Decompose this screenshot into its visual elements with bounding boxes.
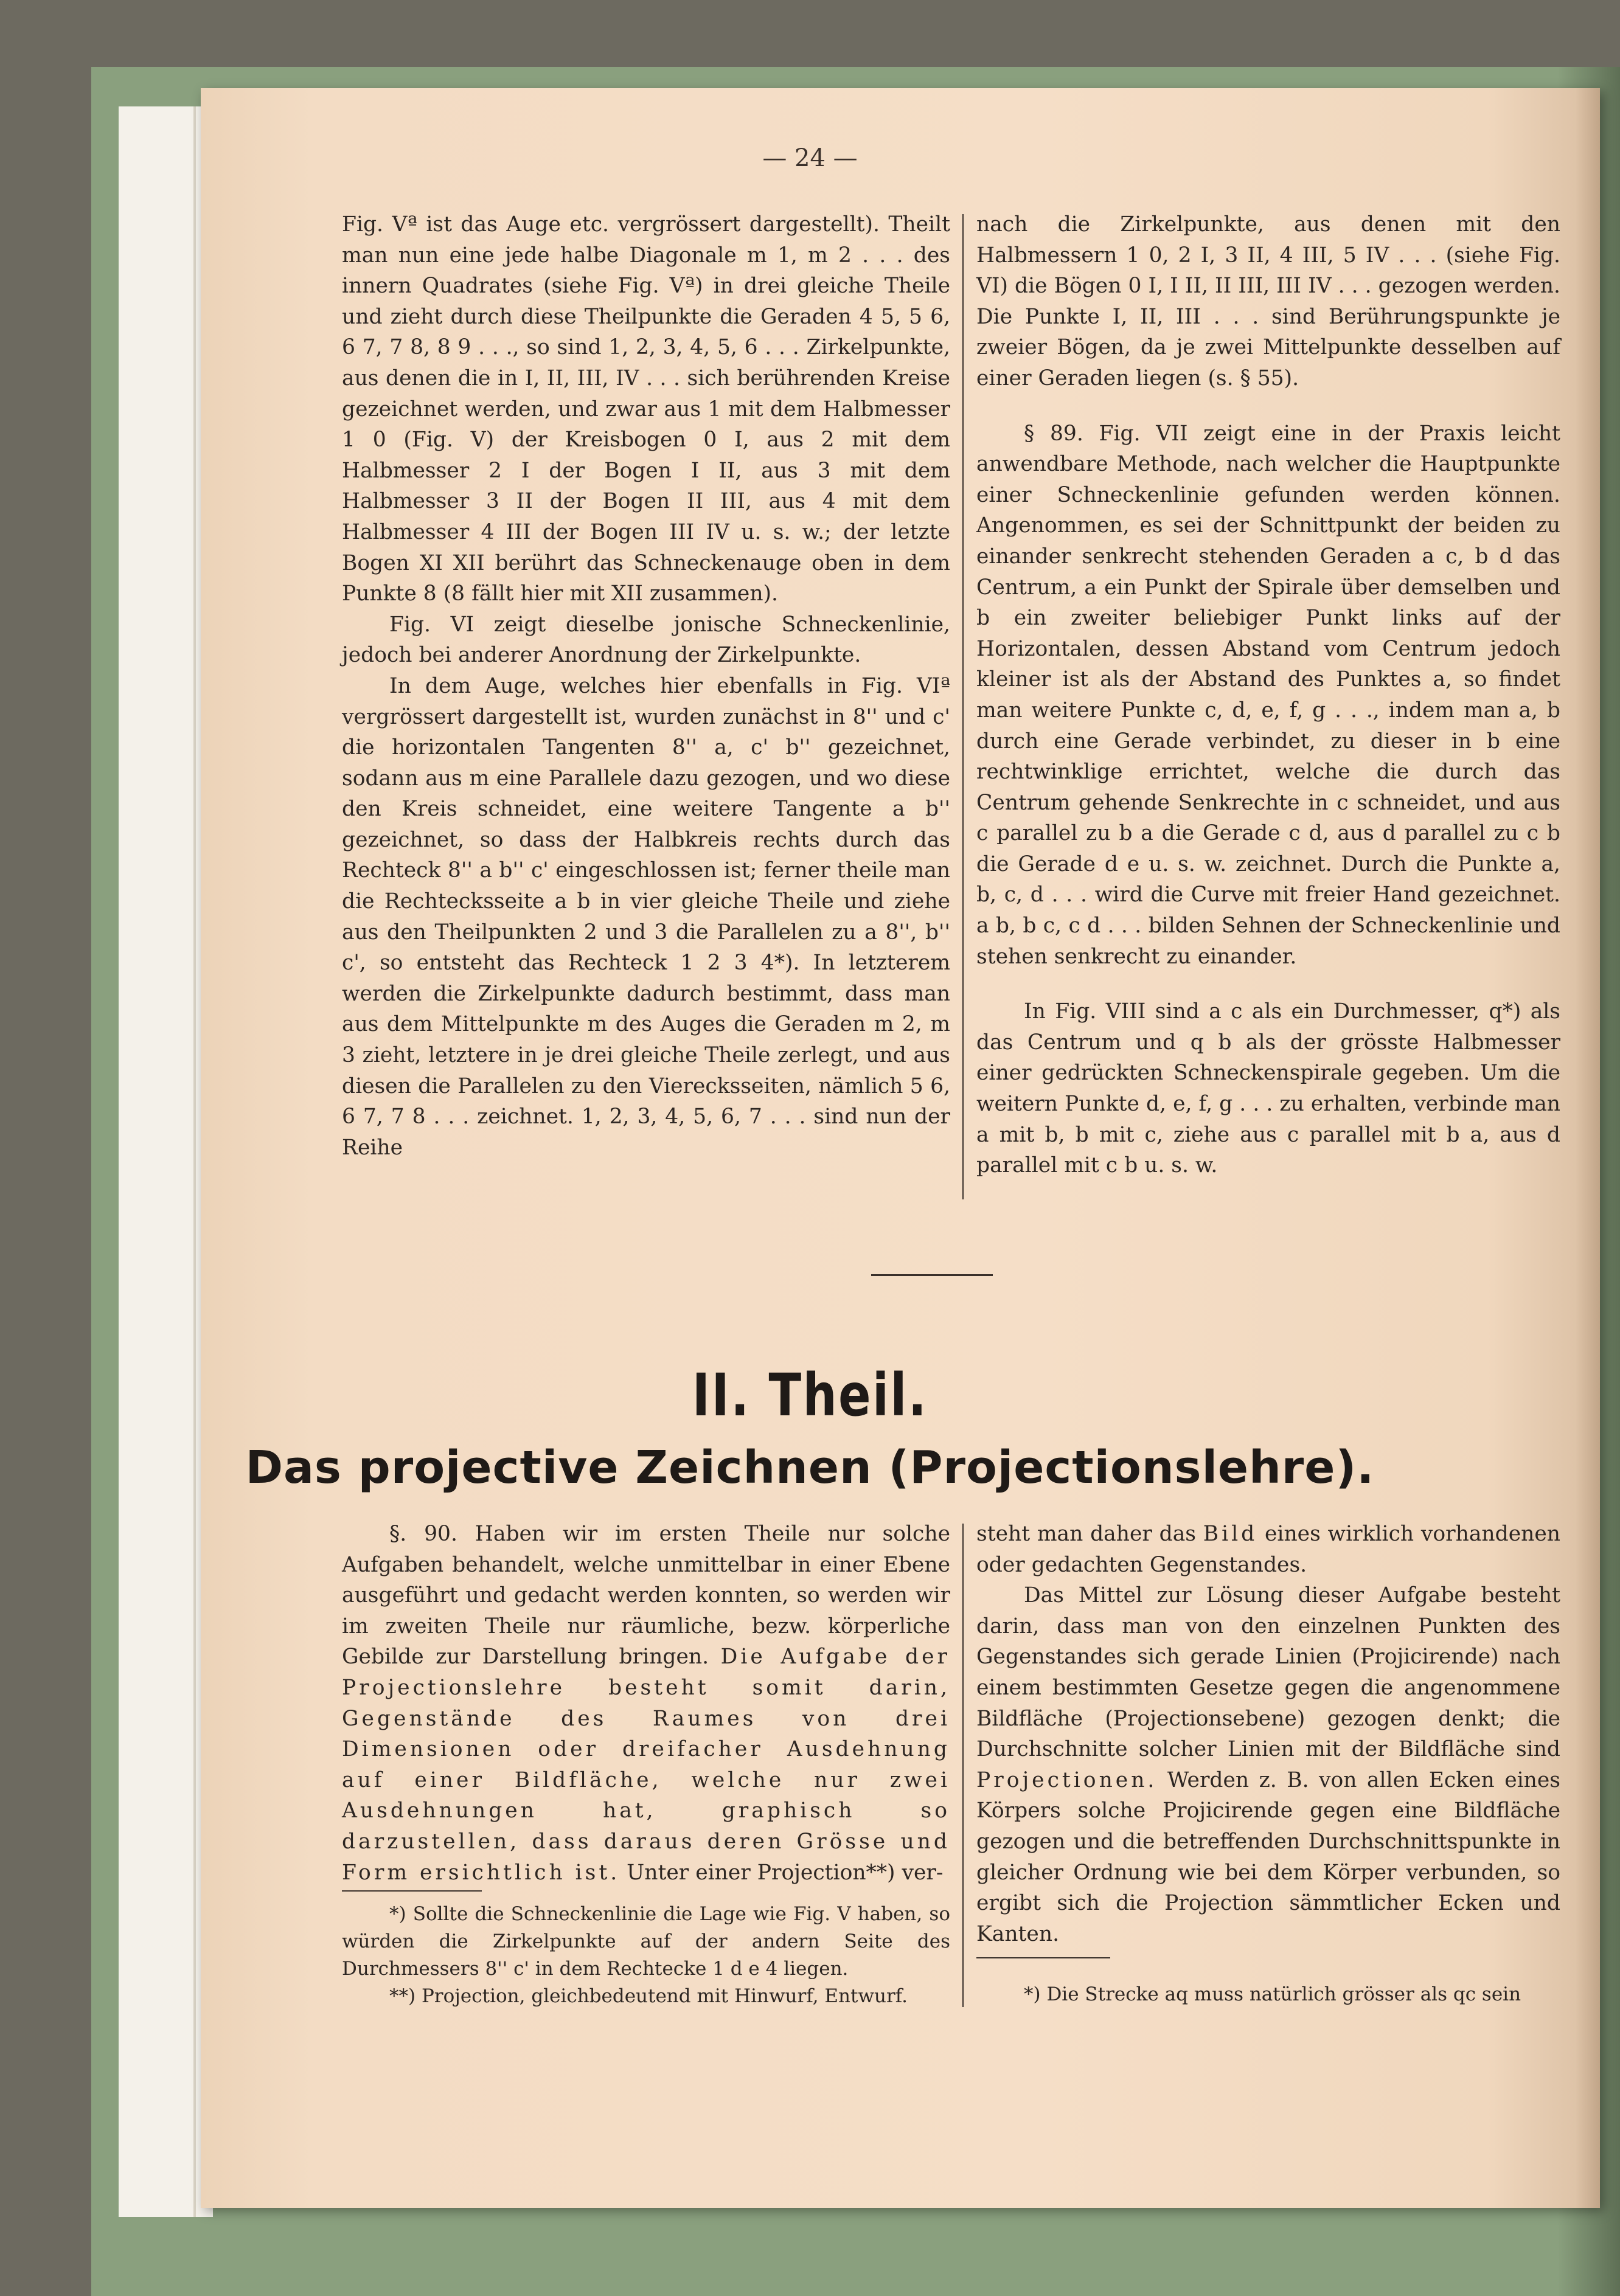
column-divider	[962, 214, 964, 1199]
spaced-text: Die Aufgabe der Projectionslehre besteht somit darin, Gegenstände des Raumes von drei Dimensionen oder dreifacher Ausdehnung auf einer Bildfläche, welche nur zwei Ausdehnungen hat, graphisch so darzustellen, dass daraus deren Grösse und Form ersichtlich ist.	[342, 1645, 950, 1885]
paragraph: Fig. VI zeigt dieselbe jonische Schneckenlinie, jedoch bei anderer Anordnung der Zirkelpunkte.	[342, 612, 950, 668]
footnote-rule	[976, 1957, 1110, 1958]
paragraph	[976, 1580, 1560, 1949]
footnote: *) Die Strecke aq muss natürlich grösser als qc sein	[1024, 1983, 1521, 2005]
section-separator	[871, 1274, 993, 1276]
top-right-column	[976, 209, 1560, 1181]
endpaper	[119, 106, 213, 2217]
spaced-text: Bild	[1203, 1522, 1258, 1546]
part-heading: II. Theil.	[692, 1361, 928, 1429]
paragraph: nach die Zirkelpunkte, aus denen mit den Halbmessern 1 0, 2 I, 3 II, 4 III, 5 IV . . . (siehe Fig. VI) die Bögen 0 I, I II, II III, III IV . . . gezogen werden. Die Punkte I, II, III . . . sind Berührungspunkte je zweier Bögen, da je zwei Mittelpunkte desselben auf einer Geraden liegen (s. § 55).	[976, 212, 1560, 390]
paragraph: In dem Auge, welches hier ebenfalls in Fig. VIª vergrössert dargestellt ist, wurden zunächst in 8'' und c' die horizontalen Tangenten 8'' a, c' b'' gezeichnet, sodann aus m eine Parallele dazu gezogen, und wo diese den Kreis schneidet, eine weitere Tangente a b'' gezeichnet, so dass der Halbkreis rechts durch das Rechteck 8'' a b'' c' eingeschlossen ist; ferner theile man die Rechtecksseite a b in vier gleiche Theile und ziehe aus den Theilpunkten 2 und 3 die Parallelen zu a 8'', b'' c', so entsteht das Rechteck 1 2 3 4*). In letzterem werden die Zirkelpunkte dadurch bestimmt, dass man aus dem Mittelpunkte m des Auges die Geraden m 2, m 3 zieht, letztere in je drei gleiche Theile zerlegt, und aus diesen die Parallelen zu den Vierecksseiten, nämlich 5 6, 6 7, 7 8 . . . zeichnet. 1, 2, 3, 4, 5, 6, 7 . . . sind nun der Reihe	[342, 673, 950, 1160]
paragraph: Fig. Vª ist das Auge etc. vergrössert dargestellt). Theilt man nun eine jede halbe Diagonale m 1, m 2 . . . des innern Quadrates (siehe Fig. Vª) in drei gleiche Theile und zieht durch diese Theilpunkte die Geraden 4 5, 5 6, 6 7, 7 8, 8 9 . . ., so sind 1, 2, 3, 4, 5, 6 . . . Zirkelpunkte, aus denen die in I, II, III, IV . . . sich berührenden Kreise gezeichnet werden, und zwar aus 1 mit dem Halbmesser 1 0 (Fig. V) der Kreisbogen 0 I, aus 2 mit dem Halbmesser 2 I der Bogen I II, aus 3 mit dem Halbmesser 3 II der Bogen II III, aus 4 mit dem Halbmesser 4 III der Bogen III IV u. s. w.; der letzte Bogen XI XII berührt das Schneckenauge oben in dem Punkte 8 (8 fällt hier mit XII zusammen).	[342, 212, 950, 606]
footnote: **) Projection, gleichbedeutend mit Hinwurf, Entwurf.	[389, 1985, 908, 2007]
spaced-text: Projectionen.	[976, 1767, 1158, 1792]
section-title: Das projective Zeichnen (Projectionslehre).	[245, 1441, 1375, 1494]
text-run: Unter einer Projection**) ver-	[627, 1860, 944, 1885]
paragraph: In Fig. VIII sind a c als ein Durchmesser, q*) als das Centrum und q b als der grösste Halbmesser einer gedrückten Schneckenspirale gegeben. Um die weitern Punkte d, e, f, g . . . zu erhalten, verbinde man a mit b, b mit c, ziehe aus c parallel mit b a, aus d parallel mit c b u. s. w.	[976, 999, 1560, 1178]
text-run: §. 90. Haben wir im ersten Theile nur solche Aufgaben behandelt, welche unmittelbar in einer Ebene ausgeführt und gedacht werden konnten, so werden wir im zweiten Theile nur räumliche, bezw. körperliche Gebilde zur Darstellung bringen.	[342, 1522, 950, 1670]
paragraph	[342, 1519, 950, 1888]
page-edge-shadow	[1576, 88, 1600, 2208]
footnote: *) Sollte die Schneckenlinie die Lage wie Fig. V haben, so würden die Zirkelpunkte auf der andern Seite des Durchmessers 8'' c' in dem Rechtecke 1 d e 4 liegen.	[342, 1903, 950, 1980]
paragraph: § 89. Fig. VII zeigt eine in der Praxis leicht anwendbare Methode, nach welcher die Hauptpunkte einer Schneckenlinie gefunden werden können. Angenommen, es sei der Schnittpunkt der beiden zu einander senkrecht stehenden Geraden a c, b d das Centrum, a ein Punkt der Spirale über demselben und b ein zweiter beliebiger Punkt links auf der Horizontalen, dessen Abstand vom Centrum jedoch kleiner ist als der Abstand des Punktes a, so findet man weitere Punkte c, d, e, f, g . . ., indem man a, b durch eine Gerade verbindet, zu dieser in b eine rechtwinklige errichtet, welche die durch das Centrum gehende Senkrechte in c schneidet, und aus c parallel zu b a die Gerade c d, aus d parallel zu c b die Gerade d e u. s. w. zeichnet. Durch die Punkte a, b, c, d . . . wird die Curve mit freier Hand gezeichnet. a b, b c, c d . . . bilden Sehnen der Schneckenlinie und stehen senkrecht zu einander.	[976, 421, 1560, 969]
text-run: Werden z. B. von allen Ecken eines Körpers solche Projicirende gegen eine Bildfläche gezogen und die betreffenden Durchschnittspunkte in gleicher Ordnung wie bei dem Körper verbunden, so ergibt sich die Projection sämmtlicher Ecken und Kanten.	[976, 1767, 1560, 1946]
paragraph	[976, 1519, 1560, 1580]
gutter-line	[193, 106, 196, 2217]
bottom-right-column	[976, 1519, 1560, 1949]
top-left-column	[342, 209, 950, 1163]
column-divider	[962, 1524, 964, 2007]
footnote-rule	[342, 1890, 482, 1892]
footnotes-left	[342, 1901, 950, 2010]
footnote-right	[976, 1981, 1560, 2008]
bottom-left-column	[342, 1519, 950, 1888]
text-run: steht man daher das	[976, 1522, 1196, 1546]
text-run: Das Mittel zur Lösung dieser Aufgabe besteht darin, dass man von den einzelnen Punkten des Gegenstandes sich gerade Linien (Projicirende) nach einem bestimmten Gesetze gegen die angenommene Bildfläche (Projectionsebene) gezogen denkt; die Durchschnitte solcher Linien mit der Bildfläche sind	[976, 1583, 1560, 1762]
page-number: — 24 —	[762, 144, 858, 172]
text-run: eines wirklich vorhandenen oder gedachten Gegenstandes.	[976, 1522, 1561, 1577]
